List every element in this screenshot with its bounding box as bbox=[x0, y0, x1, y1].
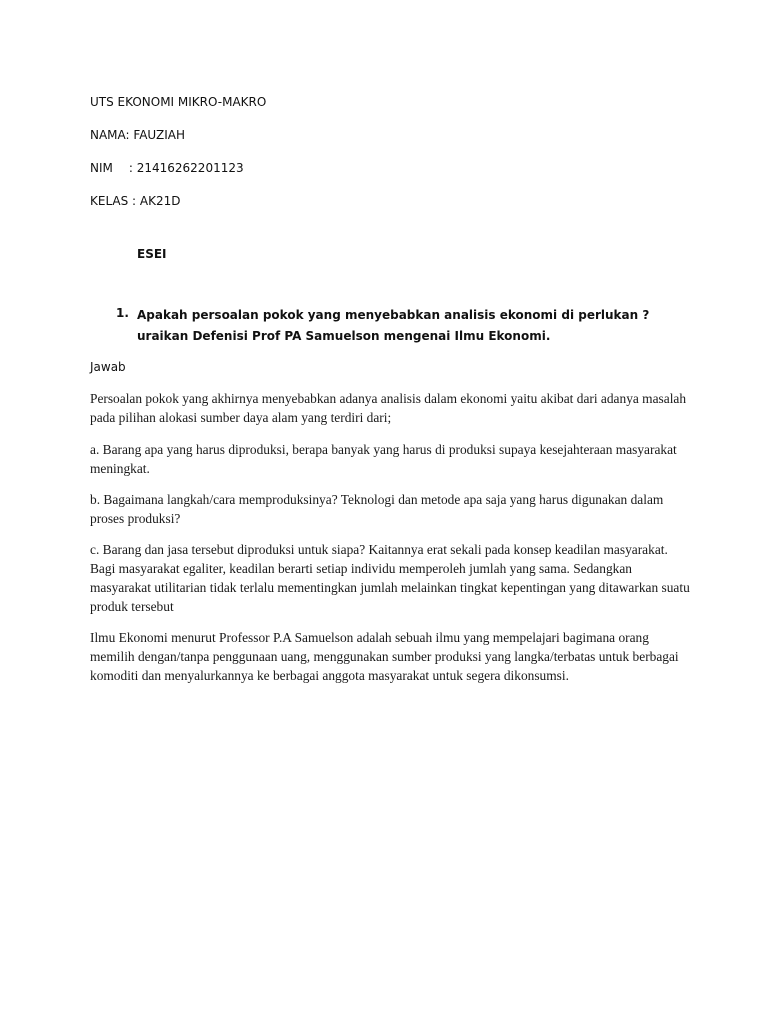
section-heading: ESEI bbox=[137, 247, 167, 261]
nim-label: NIM bbox=[90, 161, 113, 175]
nim-value: : 21416262201123 bbox=[128, 161, 244, 175]
student-name: NAMA: FAUZIAH bbox=[90, 128, 185, 142]
document-title: UTS EKONOMI MIKRO-MAKRO bbox=[90, 95, 267, 109]
answer-paragraph-b: b. Bagaimana langkah/cara memproduksinya? Teknologi dan metode apa saja yang harus digunakan dalam proses produksi? bbox=[90, 492, 664, 526]
answer-paragraph-intro: Persoalan pokok yang akhirnya menyebabkan adanya analisis dalam ekonomi yaitu akibat dari adanya masalah pada pilihan alokasi sumber daya alam yang terdiri dari; bbox=[90, 391, 687, 425]
student-nim bbox=[90, 161, 244, 175]
question-number: 1. bbox=[116, 306, 129, 320]
answer-paragraph-definition: Ilmu Ekonomi menurut Professor P.A Samuelson adalah sebuah ilmu yang mempelajari bagimana orang memilih dengan/tanpa penggunaan uang, menggunakan sumber produksi yang langka/terbatas untuk berbagai komoditi dan menyalurkannya ke berbagai anggota masyarakat untuk segera dikonsumsi. bbox=[90, 630, 679, 683]
answer-label: Jawab bbox=[90, 360, 126, 374]
answer-paragraph-c: c. Barang dan jasa tersebut diproduksi untuk siapa? Kaitannya erat sekali pada konsep keadilan masyarakat. Bagi masyarakat egaliter, keadilan berarti setiap individu memperoleh jumlah yang sama. Sedangkan masyarakat utilitarian tidak terlalu mementingkan jumlah melainkan tingkat kepentingan yang ditawarkan suatu produk tersebut bbox=[90, 542, 690, 614]
answer-paragraph-a: a. Barang apa yang harus diproduksi, berapa banyak yang harus di produksi supaya kesejahteraan masyarakat meningkat. bbox=[90, 442, 677, 476]
question-text: Apakah persoalan pokok yang menyebabkan analisis ekonomi di perlukan ? uraikan Defenisi Prof PA Samuelson mengenai Ilmu Ekonomi. bbox=[137, 308, 650, 343]
student-class: KELAS : AK21D bbox=[90, 194, 181, 208]
